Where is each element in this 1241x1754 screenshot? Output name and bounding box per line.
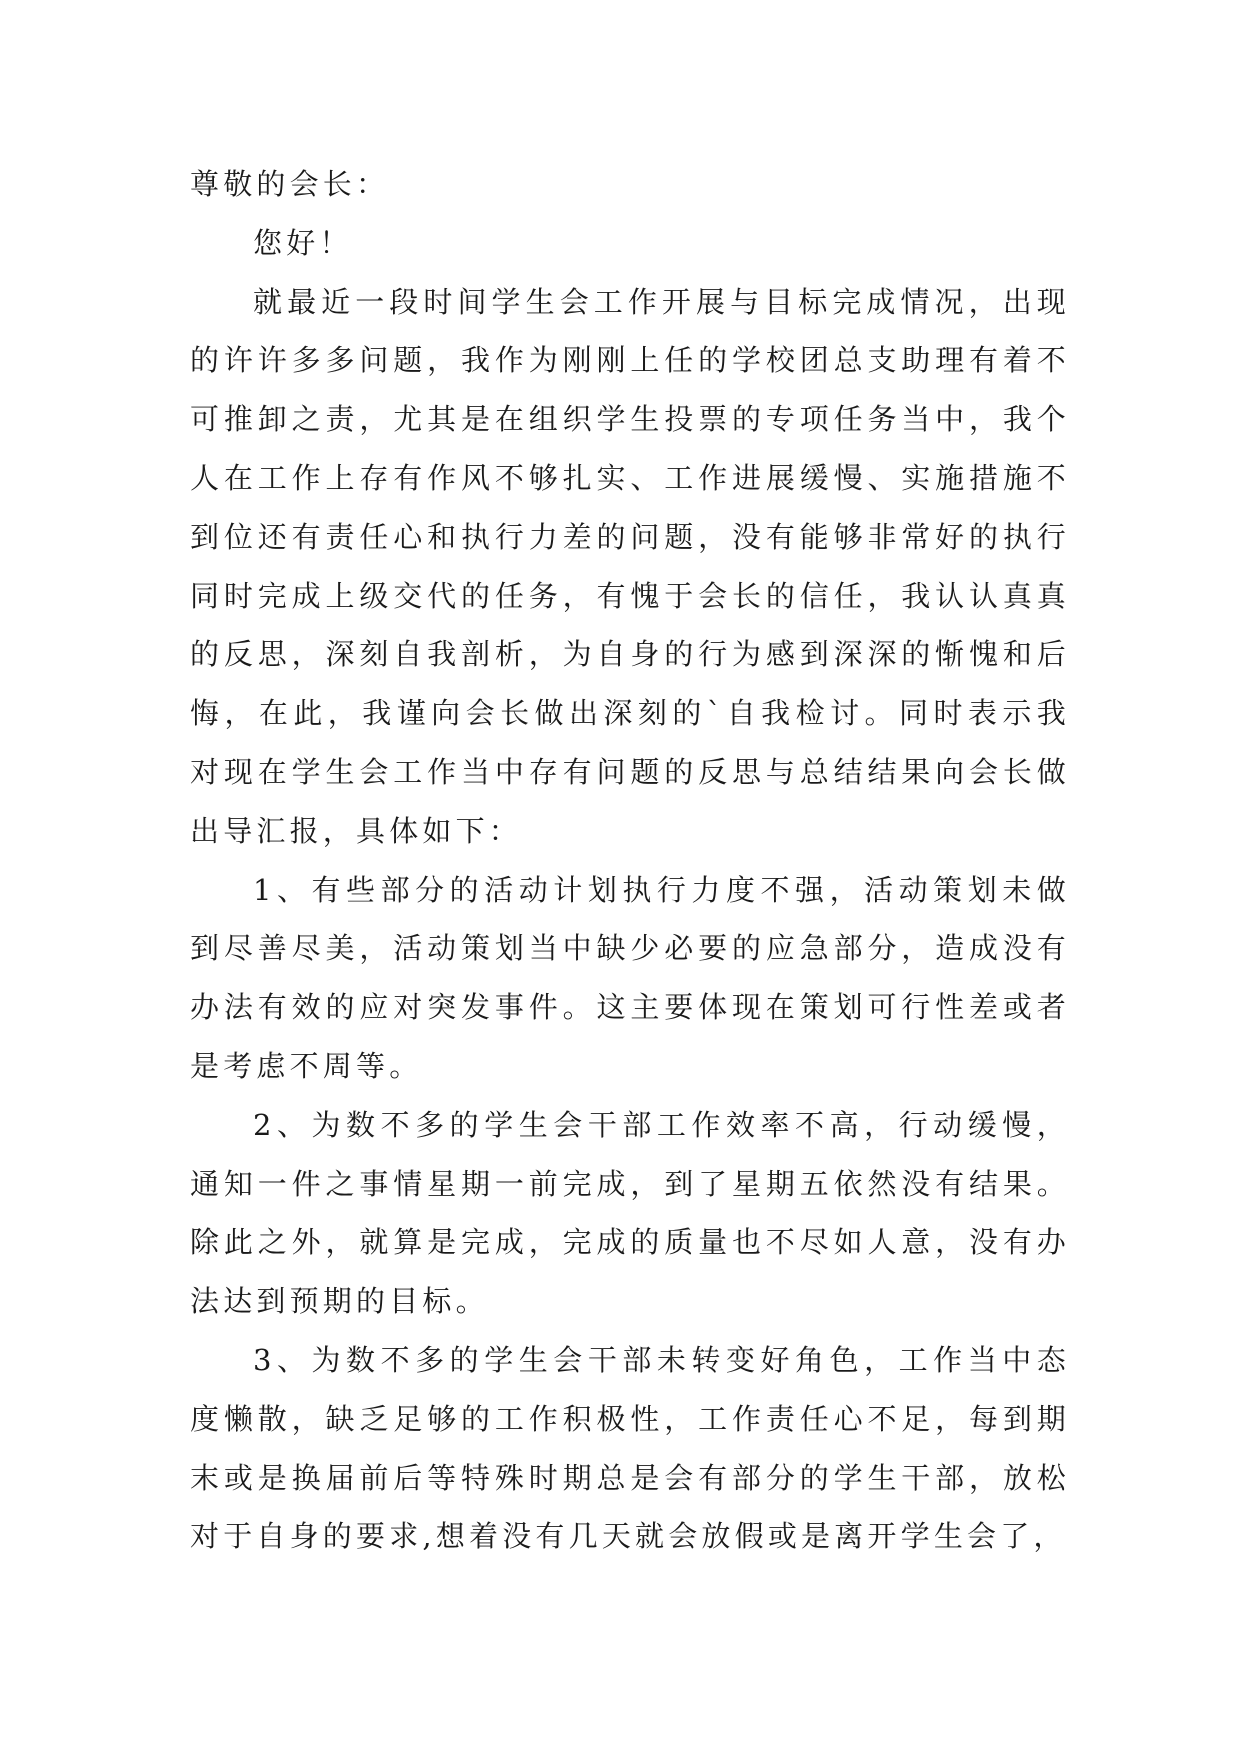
paragraph-item-2: 2、为数不多的学生会干部工作效率不高，行动缓慢，通知一件之事情星期一前完成，到了星期五依然没有结果。除此之外，就算是完成，完成的质量也不尽如人意，没有办法达到预期的目标。 [190, 1107, 1070, 1319]
salutation: 尊敬的会长： [190, 167, 390, 201]
paragraph-item-3: 3、为数不多的学生会干部未转变好角色，工作当中态度懒散，缺乏足够的工作积极性，工作责任心不足，每到期末或是换届前后等特殊时期总是会有部分的学生干部，放松对于自身的要求,想着没有几天就会放假或是离开学生会了， [190, 1342, 1070, 1554]
greeting: 您好！ [253, 225, 353, 260]
paragraph-intro: 就最近一段时间学生会工作开展与目标完成情况，出现的许许多多问题，我作为刚刚上任的学校团总支助理有着不可推卸之责，尤其是在组织学生投票的专项任务当中，我个人在工作上存有作风不够扎实、工作进展缓慢、实施措施不到位还有责任心和执行力差的问题，没有能够非常好的执行同时完成上级交代的任务，有愧于会长的信任，我认认真真的反思，深刻自我剖析，为自身的行为感到深深的惭愧和后悔，在此，我谨向会长做出深刻的`自我检讨。同时表示我对现在学生会工作当中存有问题的反思与总结结果向会长做出导汇报，具体如下： [190, 284, 1070, 848]
paragraph-item-1: 1、有些部分的活动计划执行力度不强，活动策划未做到尽善尽美，活动策划当中缺少必要的应急部分，造成没有办法有效的应对突发事件。这主要体现在策划可行性差或者是考虑不周等。 [190, 872, 1070, 1083]
document-body [190, 155, 1070, 1566]
